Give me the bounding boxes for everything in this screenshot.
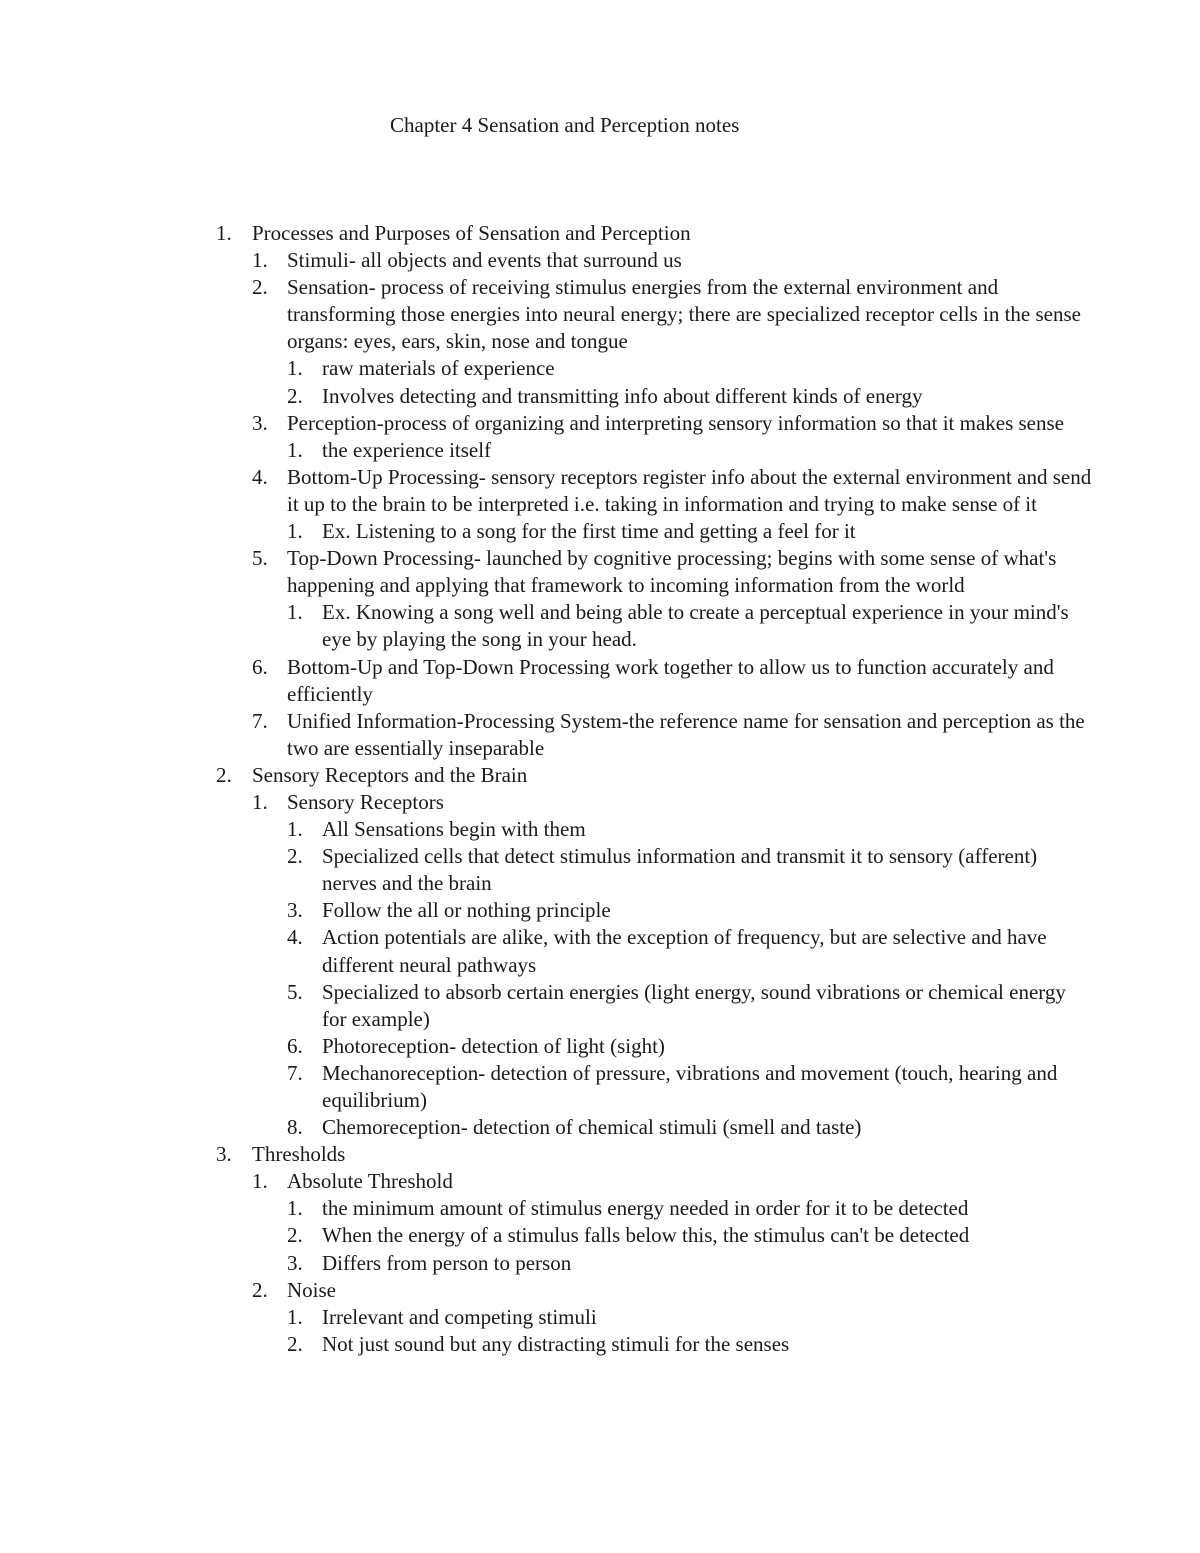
list-item-text: Sensation- process of receiving stimulus energies from the external environment and transforming those energies into neural energy; there are specialized receptor cells in the sense organs: eyes, ears, skin, nose and tongue [287, 275, 1081, 354]
list-item-text: Action potentials are alike, with the exception of frequency, but are selective and have different neural pathways [322, 925, 1047, 977]
list-item-text: raw materials of experience [322, 356, 555, 381]
outline-item-level-3 [0, 816, 1200, 843]
list-number: 6. [287, 1033, 303, 1058]
list-number: 1. [287, 600, 303, 625]
list-item-text: Irrelevant and competing stimuli [322, 1304, 597, 1329]
list-item-text: Stimuli- all objects and events that surround us [287, 248, 682, 273]
outline-item-level-1 [0, 220, 1200, 247]
list-number: 7. [287, 1060, 303, 1085]
list-item-text: Bottom-Up and Top-Down Processing work together to allow us to function accurately and efficiently [287, 654, 1054, 706]
list-number: 3. [287, 1250, 303, 1275]
list-item-text: Ex. Listening to a song for the first time and getting a feel for it [322, 519, 856, 544]
list-item-text: When the energy of a stimulus falls below this, the stimulus can't be detected [322, 1223, 970, 1248]
outline-item-level-3 [0, 1060, 1200, 1114]
outline-item-level-3 [0, 924, 1200, 978]
list-item-text: the experience itself [322, 437, 492, 462]
outline-item-level-3 [0, 383, 1200, 410]
list-item-text: Thresholds [252, 1142, 346, 1167]
outline-item-level-2 [0, 464, 1200, 518]
list-item-text: Specialized cells that detect stimulus information and transmit it to sensory (afferent) nerves and the brain [322, 844, 1038, 896]
list-item-text: the minimum amount of stimulus energy needed in order for it to be detected [322, 1196, 969, 1221]
list-number: 1. [287, 437, 303, 462]
list-item-text: Mechanoreception- detection of pressure, vibrations and movement (touch, hearing and equilibrium) [322, 1060, 1058, 1112]
list-item-text: Ex. Knowing a song well and being able to create a perceptual experience in your mind's eye by playing the song in your head. [322, 600, 1069, 652]
list-number: 2. [287, 844, 303, 869]
list-item-text: Specialized to absorb certain energies (light energy, sound vibrations or chemical energy for example) [322, 979, 1066, 1031]
list-item-text: Unified Information-Processing System-the reference name for sensation and perception as the two are essentially inseparable [287, 708, 1085, 760]
list-number: 1. [287, 817, 303, 842]
list-number: 4. [252, 464, 268, 489]
outline-item-level-2 [0, 410, 1200, 437]
list-number: 3. [252, 410, 268, 435]
list-item-text: Perception-process of organizing and interpreting sensory information so that it makes sense [287, 410, 1064, 435]
list-number: 1. [287, 1196, 303, 1221]
list-number: 1. [287, 519, 303, 544]
list-number: 3. [287, 898, 303, 923]
outline-item-level-2 [0, 247, 1200, 274]
outline-item-level-2 [0, 1168, 1200, 1195]
list-number: 6. [252, 654, 268, 679]
outline-item-level-3 [0, 979, 1200, 1033]
outline-item-level-3 [0, 355, 1200, 382]
list-number: 2. [287, 1331, 303, 1356]
list-number: 2. [216, 762, 232, 787]
list-item-text: Top-Down Processing- launched by cognitive processing; begins with some sense of what's happening and applying that framework to incoming information from the world [287, 546, 1057, 598]
list-number: 1. [216, 221, 232, 245]
list-number: 1. [287, 1304, 303, 1329]
outline-item-level-3 [0, 599, 1200, 653]
list-number: 2. [287, 383, 303, 408]
outline-item-level-3 [0, 1250, 1200, 1277]
list-item-text: All Sensations begin with them [322, 817, 586, 842]
list-item-text: Processes and Purposes of Sensation and Perception [252, 221, 691, 245]
list-number: 4. [287, 925, 303, 950]
list-number: 2. [252, 1277, 268, 1302]
list-item-text: Chemoreception- detection of chemical stimuli (smell and taste) [322, 1115, 862, 1140]
list-number: 5. [287, 979, 303, 1004]
list-item-text: Sensory Receptors and the Brain [252, 762, 528, 787]
outline-item-level-3 [0, 1033, 1200, 1060]
page-title: Chapter 4 Sensation and Perception notes [390, 113, 740, 137]
list-number: 1. [252, 789, 268, 814]
outline-item-level-3 [0, 1195, 1200, 1222]
list-number: 5. [252, 546, 268, 571]
list-number: 2. [287, 1223, 303, 1248]
list-item-text: Not just sound but any distracting stimuli for the senses [322, 1331, 790, 1356]
list-item-text: Photoreception- detection of light (sight) [322, 1033, 665, 1058]
list-number: 1. [252, 248, 268, 273]
outline-item-level-2 [0, 545, 1200, 599]
list-item-text: Noise [287, 1277, 336, 1302]
outline-item-level-2 [0, 1277, 1200, 1304]
outline-item-level-2 [0, 654, 1200, 708]
outline-item-level-3 [0, 843, 1200, 897]
outline-item-level-3 [0, 1114, 1200, 1141]
list-number: 2. [252, 275, 268, 300]
outline-item-level-3 [0, 518, 1200, 545]
outline-item-level-1 [0, 1141, 1200, 1168]
list-item-text: Differs from person to person [322, 1250, 572, 1275]
list-item-text: Follow the all or nothing principle [322, 898, 611, 923]
list-number: 7. [252, 708, 268, 733]
list-number: 8. [287, 1115, 303, 1140]
outline-item-level-2 [0, 708, 1200, 762]
list-number: 1. [287, 356, 303, 381]
outline-item-level-3 [0, 437, 1200, 464]
list-item-text: Bottom-Up Processing- sensory receptors register info about the external environment and send it up to the brain to be interpreted i.e. taking in information and trying to make sense of it [287, 464, 1092, 516]
outline-item-level-3 [0, 1331, 1200, 1358]
outline-item-level-3 [0, 1304, 1200, 1331]
outline-item-level-2 [0, 789, 1200, 816]
list-number: 3. [216, 1142, 232, 1167]
outline-item-level-3 [0, 1222, 1200, 1249]
notes-outline [0, 220, 1200, 1358]
outline-item-level-2 [0, 274, 1200, 355]
list-item-text: Absolute Threshold [287, 1169, 453, 1194]
outline-item-level-3 [0, 897, 1200, 924]
list-item-text: Involves detecting and transmitting info about different kinds of energy [322, 383, 923, 408]
list-item-text: Sensory Receptors [287, 789, 444, 814]
outline-item-level-1 [0, 762, 1200, 789]
list-number: 1. [252, 1169, 268, 1194]
